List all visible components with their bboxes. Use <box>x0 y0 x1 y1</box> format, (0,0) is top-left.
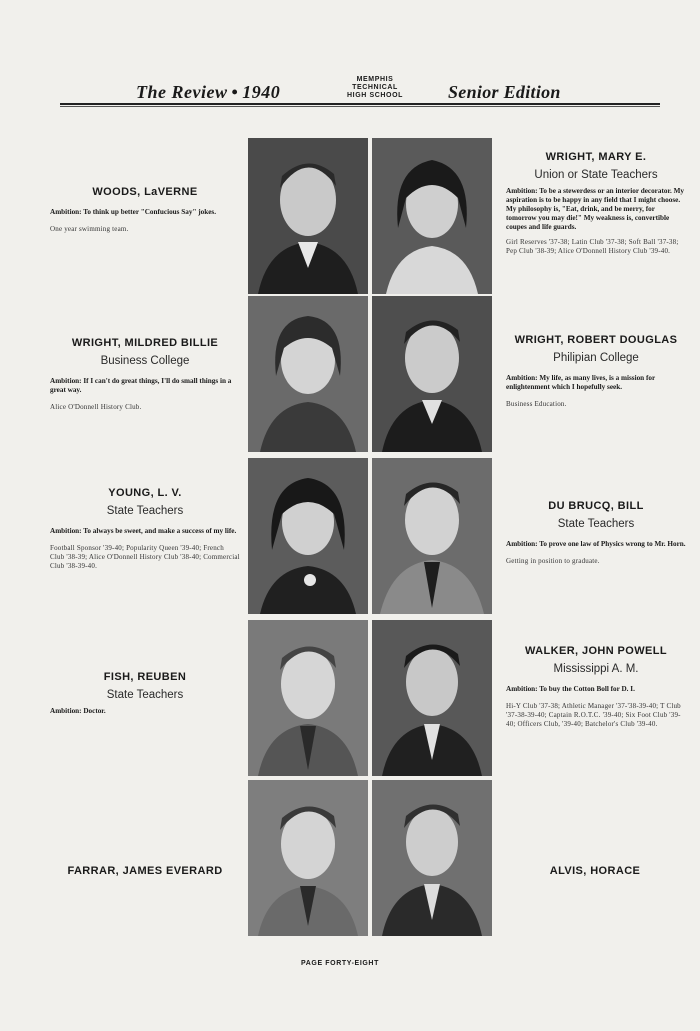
portrait-photo <box>372 780 492 936</box>
student-entry <box>500 865 690 877</box>
header-rule <box>60 103 660 105</box>
student-activities: Football Sponsor '39-40; Popularity Queen '39-40; French Club '38-39; Alice O'Donnell History Club '38-40; Commercial Club '38-39-40. <box>50 544 240 570</box>
portrait-photo <box>248 138 368 294</box>
student-ambition: Ambition: My life, as many lives, is a mission for enlightenment which I hopefully seek. <box>506 374 656 391</box>
student-entry <box>506 151 686 256</box>
page-header <box>60 74 660 106</box>
student-ambition: Ambition: To prove one law of Physics wrong to Mr. Horn. <box>506 540 686 548</box>
student-name: WALKER, JOHN POWELL <box>524 645 668 657</box>
student-activities: Girl Reserves '37-38; Latin Club '37-38; Soft Ball '37-38; Pep Club '38-39; Alice O'Donnell History Club '39-40. <box>506 238 679 255</box>
student-name: DU BRUCQ, BILL <box>548 500 644 512</box>
student-ambition: Ambition: To think up better "Confucious Say" jokes. <box>50 208 217 216</box>
student-school: State Teachers <box>557 518 635 530</box>
student-name: WRIGHT, ROBERT DOUGLAS <box>514 334 678 346</box>
publication-year: 1940 <box>242 82 281 102</box>
portrait-photo <box>372 620 492 776</box>
student-name: WRIGHT, MARY E. <box>545 151 647 163</box>
portrait-photo <box>248 780 368 936</box>
school-line-1: MEMPHIS <box>356 76 394 83</box>
school-name-block <box>330 76 420 100</box>
student-entry <box>50 865 240 877</box>
student-school: State Teachers <box>106 505 184 517</box>
header-rule-thin <box>60 106 660 107</box>
student-name: FISH, REUBEN <box>103 671 187 683</box>
student-name: FARRAR, JAMES EVERARD <box>67 865 223 877</box>
page-number: PAGE FORTY-EIGHT <box>301 960 379 967</box>
student-name: ALVIS, HORACE <box>549 865 641 877</box>
student-ambition: Ambition: To buy the Cotton Boll for D. I. <box>506 685 635 693</box>
portrait-photo <box>248 458 368 614</box>
student-school: Philipian College <box>553 352 639 364</box>
portrait-photo <box>372 296 492 452</box>
student-entry <box>506 645 686 729</box>
student-school: Business College <box>100 355 190 367</box>
student-ambition: Ambition: Doctor. <box>50 707 106 715</box>
student-entry <box>50 186 240 234</box>
publication-title: The Review <box>136 82 228 102</box>
student-activities: Getting in position to graduate. <box>506 557 600 565</box>
student-entry <box>506 334 686 409</box>
student-entry <box>50 487 240 571</box>
student-entry <box>50 337 240 412</box>
portrait-photo <box>248 296 368 452</box>
student-school: Union or State Teachers <box>534 169 658 181</box>
student-entry <box>50 671 240 716</box>
student-activities: Alice O'Donnell History Club. <box>50 403 142 411</box>
header-title-left <box>136 82 280 103</box>
portrait-photo <box>248 620 368 776</box>
student-entry <box>506 500 686 566</box>
student-ambition: Ambition: To be a stewerdess or an interior decorator. My aspiration is to be happy in any field that I might choose. My philosophy is, "Eat, drink, and be merry, for tomorrow you may die!" My weakness is, convertible coupes and life guards. <box>506 187 684 231</box>
student-name: WRIGHT, MILDRED BILLIE <box>71 337 219 349</box>
portrait-photo <box>372 138 492 294</box>
student-activities: Business Education. <box>506 400 567 408</box>
school-line-3: HIGH SCHOOL <box>347 92 403 99</box>
student-name: YOUNG, L. V. <box>108 487 182 499</box>
school-line-2: TECHNICAL <box>352 84 398 91</box>
edition-title: Senior Edition <box>448 82 561 102</box>
bullet-icon: • <box>231 82 239 102</box>
student-name: WOODS, LaVERNE <box>92 186 198 198</box>
student-ambition: Ambition: To always be sweet, and make a success of my life. <box>50 527 237 535</box>
student-ambition: Ambition: If I can't do great things, I'll do small things in a great way. <box>50 377 232 394</box>
student-activities: One year swimming team. <box>50 225 129 233</box>
student-school: State Teachers <box>106 689 184 701</box>
student-school: Mississippi A. M. <box>553 663 639 675</box>
student-activities: Hi-Y Club '37-38; Athletic Manager '37-'38-39-40; T Club '37-38-39-40; Captain R.O.T.C. '39-40; Six Foot Club '39-40; Officers Club, '39-40; Batchelor's Club '39-40. <box>506 702 681 728</box>
portrait-photo <box>372 458 492 614</box>
